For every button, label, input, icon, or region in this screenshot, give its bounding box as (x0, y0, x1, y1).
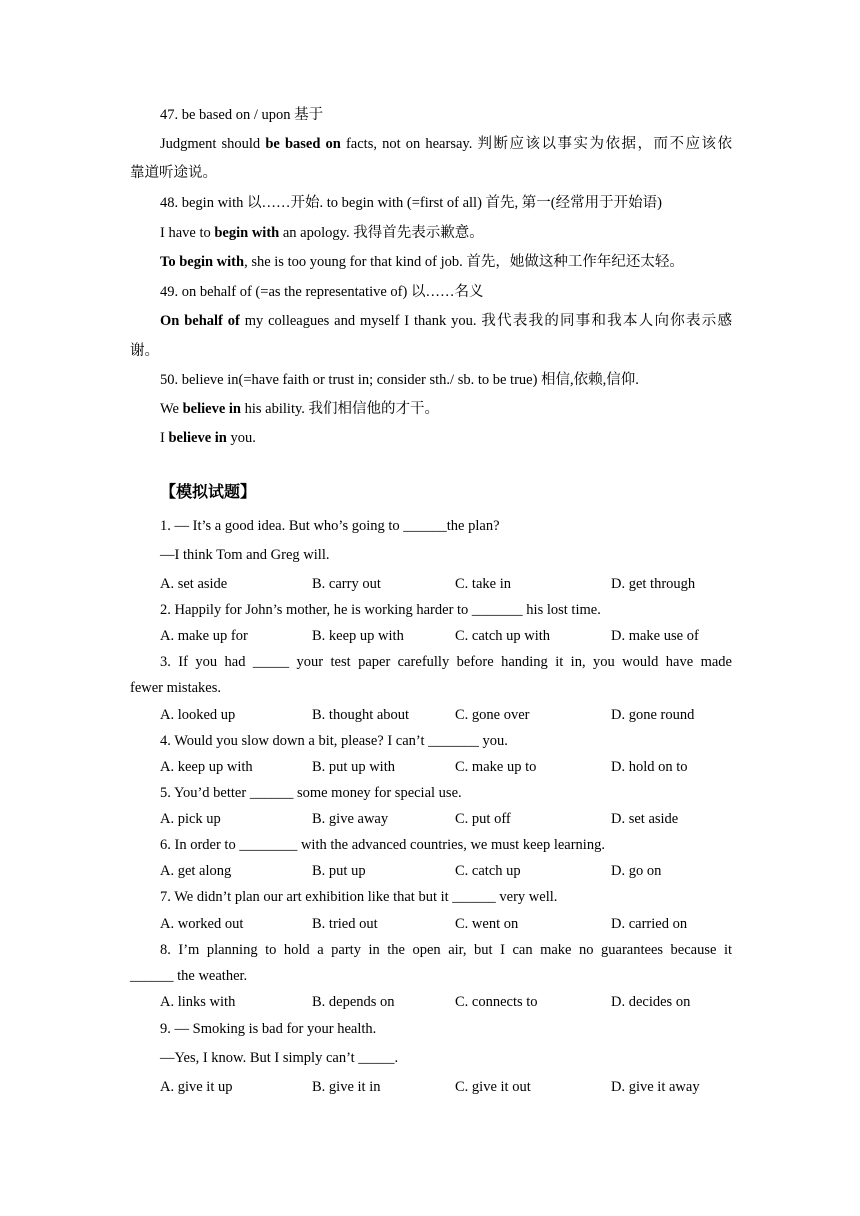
option-a: A. pick up (160, 811, 221, 827)
example-continuation: 靠道听途说。 (130, 165, 217, 181)
option-d: D. set aside (611, 811, 679, 827)
option-d: D. give it away (611, 1079, 700, 1095)
option-d: D. carried on (611, 916, 688, 932)
question-stem-4: 4. Would you slow down a bit, please? I can’t _______ you. (160, 733, 508, 749)
option-c: C. make up to (455, 759, 537, 775)
option-c: C. catch up with (455, 628, 551, 644)
example-line: Judgment should be based on facts, not on hearsay. 判断应该以事实为依据，而不应该依 (160, 136, 732, 152)
question-stem-7: 7. We didn’t plan our art exhibition like that but it ______ very well. (160, 889, 558, 905)
option-d: D. make use of (611, 628, 699, 644)
option-c: C. went on (455, 916, 519, 932)
option-d: D. go on (611, 863, 662, 879)
phrase-heading-47: 47. be based on / upon 基于 (160, 107, 324, 123)
option-c: C. connects to (455, 994, 538, 1010)
option-b: B. give away (312, 811, 389, 827)
phrase-heading-48: 48. begin with 以……开始. to begin with (=first of all) 首先, 第一(经常用于开始语) (160, 195, 662, 211)
phrase-heading-50: 50. believe in(=have faith or trust in; consider sth./ sb. to be true) 相信,依赖,信仰. (160, 372, 639, 388)
option-b: B. tried out (312, 916, 378, 932)
option-b: B. put up with (312, 759, 395, 775)
option-d: D. hold on to (611, 759, 688, 775)
question-stem-8: 8. I’m planning to hold a party in the open air, but I can make no guarantees because it (160, 942, 732, 958)
option-a: A. worked out (160, 916, 244, 932)
option-c: C. give it out (455, 1079, 531, 1095)
question-stem-5: 5. You’d better ______ some money for special use. (160, 785, 462, 801)
example-continuation: 谢。 (130, 343, 159, 359)
question-stem-1: 1. — It’s a good idea. But who’s going to ______the plan? (160, 518, 500, 534)
question-reply-9: —Yes, I know. But I simply can’t _____. (160, 1050, 399, 1066)
question-stem-3: 3. If you had _____ your test paper carefully before handing it in, you would have made (160, 654, 732, 670)
option-c: C. catch up (455, 863, 521, 879)
example-line: I believe in you. (160, 430, 256, 446)
question-reply-1: —I think Tom and Greg will. (160, 547, 330, 563)
question-stem-2: 2. Happily for John’s mother, he is working harder to _______ his lost time. (160, 602, 601, 618)
option-c: C. gone over (455, 707, 530, 723)
question-stem-continuation: fewer mistakes. (130, 680, 221, 696)
option-d: D. decides on (611, 994, 691, 1010)
option-b: B. put up (312, 863, 366, 879)
example-line: I have to begin with an apology. 我得首先表示歉意。 (160, 225, 484, 241)
option-d: D. gone round (611, 707, 695, 723)
example-line: To begin with, she is too young for that kind of job. 首先，她做这种工作年纪还太轻。 (160, 254, 684, 270)
option-b: B. thought about (312, 707, 410, 723)
example-line: On behalf of my colleagues and myself I thank you. 我代表我的同事和我本人向你表示感 (160, 313, 733, 329)
option-d: D. get through (611, 576, 696, 592)
option-a: A. links with (160, 994, 236, 1010)
option-a: A. get along (160, 863, 232, 879)
option-a: A. looked up (160, 707, 236, 723)
option-b: B. carry out (312, 576, 381, 592)
question-stem-6: 6. In order to ________ with the advanced countries, we must keep learning. (160, 837, 605, 853)
option-b: B. keep up with (312, 628, 404, 644)
option-a: A. set aside (160, 576, 228, 592)
section-title: 【模拟试题】 (160, 484, 257, 501)
phrase-heading-49: 49. on behalf of (=as the representative of) 以……名义 (160, 284, 484, 300)
question-stem-continuation: ______ the weather. (130, 968, 248, 984)
option-b: B. depends on (312, 994, 395, 1010)
option-c: C. put off (455, 811, 511, 827)
option-a: A. keep up with (160, 759, 253, 775)
option-a: A. give it up (160, 1079, 233, 1095)
option-a: A. make up for (160, 628, 248, 644)
option-b: B. give it in (312, 1079, 381, 1095)
example-line: We believe in his ability. 我们相信他的才干。 (160, 401, 440, 417)
question-stem-9: 9. — Smoking is bad for your health. (160, 1021, 377, 1037)
option-c: C. take in (455, 576, 511, 592)
